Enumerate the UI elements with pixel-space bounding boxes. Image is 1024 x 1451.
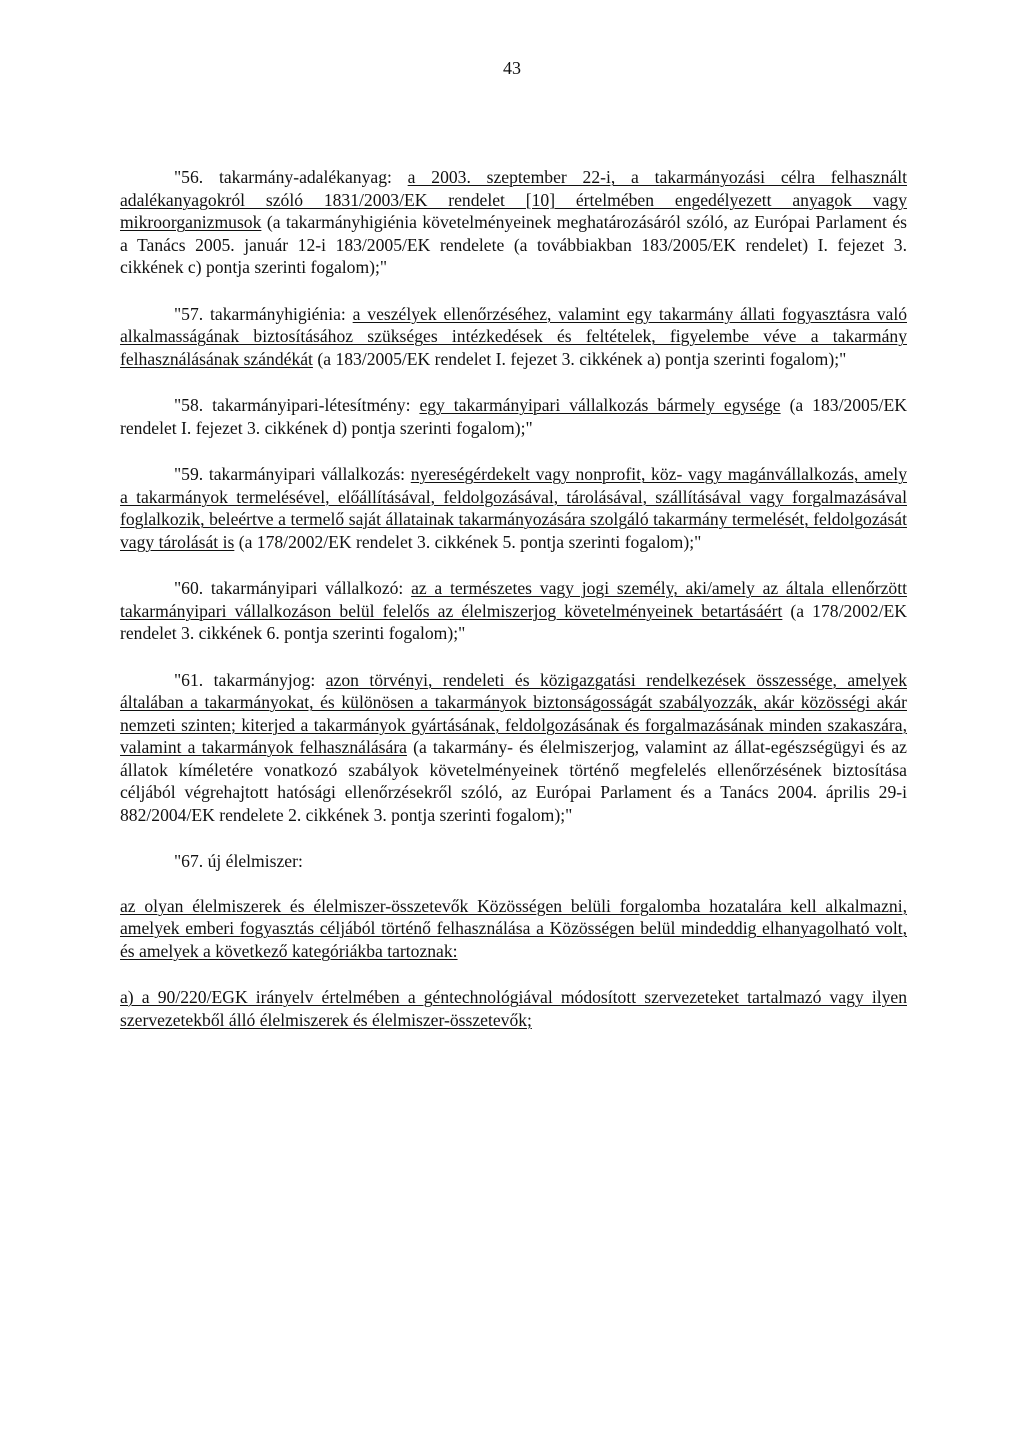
definition-60-trail: (a 178/2002/EK rendelet 3. cikkének 6. pontja szerinti fogalom);" (120, 600, 907, 643)
definition-58 (120, 394, 907, 439)
definition-59-trail: (a 178/2002/EK rendelet 3. cikkének 5. pontja szerinti fogalom);" (234, 531, 702, 552)
definition-59-underlined: nyereségérdekelt vagy nonprofit, köz- vagy magánvállalkozás, amely a takarmányok termelésével, előállításával, feldolgozásával, tárolásával, szállításával vagy forgalmazásával foglalkozik, beleértve a termelő saját állatainak takarmányozására szolgáló takarmány termelését, feldolgozását vagy tárolását is (120, 464, 907, 552)
definition-56 (120, 166, 907, 279)
definition-58-trail: (a 183/2005/EK rendelet I. fejezet 3. cikkének d) pontja szerinti fogalom);" (120, 395, 907, 438)
definition-56-trail: (a takarmányhigiénia követelményeinek meghatározásáról szóló, az Európai Parlament és a Tanács 2005. január 12-i 183/2005/EK rendelete (a továbbiakban 183/2005/EK rendelet) I. fejezet 3. cikkének c) pontja szerinti fogalom);" (120, 212, 907, 277)
definition-56-lead: "56. takarmány-adalékanyag: (174, 167, 408, 187)
definition-60-underlined: az a természetes vagy jogi személy, aki/amely az általa ellenőrzött takarmányipari vállalkozáson belül felelős az élelmiszerjog követelményeinek betartásáért (120, 578, 907, 621)
definition-58-underlined: egy takarmányipari vállalkozás bármely egysége (419, 395, 781, 415)
definition-61-underlined: azon törvényi, rendeleti és közigazgatási rendelkezések összessége, amelyek általában a takarmányokat, és különösen a takarmányok biztonságosságát szabályozzák, akár közösségi akár nemzeti szinten; kiterjed a takarmányok gyártásának, feldolgozásának és forgalmazásának minden szakaszára, valamint a takarmányok felhasználására (120, 669, 907, 757)
definition-58-lead: "58. takarmányipari-létesítmény: (174, 395, 420, 415)
definition-61-lead: "61. takarmányjog: (174, 669, 326, 690)
definition-60 (120, 577, 907, 645)
definition-57-trail: (a 183/2005/EK rendelet I. fejezet 3. cikkének a) pontja szerinti fogalom);" (312, 348, 847, 369)
definition-56-underlined: a 2003. szeptember 22-i, a takarmányozási célra felhasznált adalékanyagokról szóló 1831/2003/EK rendelet [10] értelmében engedélyezett anyagok vagy mikroorganizmusok (120, 167, 907, 232)
document-body (120, 166, 907, 1055)
definition-60-lead: "60. takarmányipari vállalkozó: (174, 578, 412, 598)
definition-67-body (120, 895, 907, 963)
page-number: 43 (503, 58, 521, 78)
definition-67-item-a-text: a) a 90/220/EGK irányelv értelmében a géntechnológiával módosított szervezeteket tartalmazó vagy ilyen szervezetekből álló élelmiszerek és élelmiszer-összetevők; (120, 987, 907, 1030)
definition-61-trail: (a takarmány- és élelmiszerjog, valamint az állat-egészségügyi és az állatok kíméletére vonatkozó szabályok követelményeinek történő megfelelés ellenőrzésének biztosítása céljából végrehajtott hatósági ellenőrzésekről szóló, az Európai Parlament és a Tanács 2004. április 29-i 882/2004/EK rendelete 2. cikkének 3. pontja szerinti fogalom);" (120, 737, 907, 825)
definition-57-underlined: a veszélyek ellenőrzéséhez, valamint egy takarmány állati fogyasztásra való alkalmasságának biztosításához szükséges intézkedések és feltételek, figyelembe véve a takarmány felhasználásának szándékát (120, 303, 907, 369)
definition-59 (120, 463, 907, 553)
definition-57 (120, 303, 907, 371)
definition-67-item-a (120, 986, 907, 1031)
definition-67-body-text: az olyan élelmiszerek és élelmiszer-összetevők Közösségen belüli forgalomba hozatalára kell alkalmazni, amelyek emberi fogyasztás céljából történő felhasználása a Közösségen belül mindeddig elhanyagolható volt, és amelyek a következő kategóriákba tartoznak: (120, 895, 907, 961)
definition-57-lead: "57. takarmányhigiénia: (174, 303, 353, 324)
definition-59-lead: "59. takarmányipari vállalkozás: (174, 464, 411, 484)
definition-61 (120, 669, 907, 827)
definition-67-heading: "67. új élelmiszer: (174, 851, 303, 871)
